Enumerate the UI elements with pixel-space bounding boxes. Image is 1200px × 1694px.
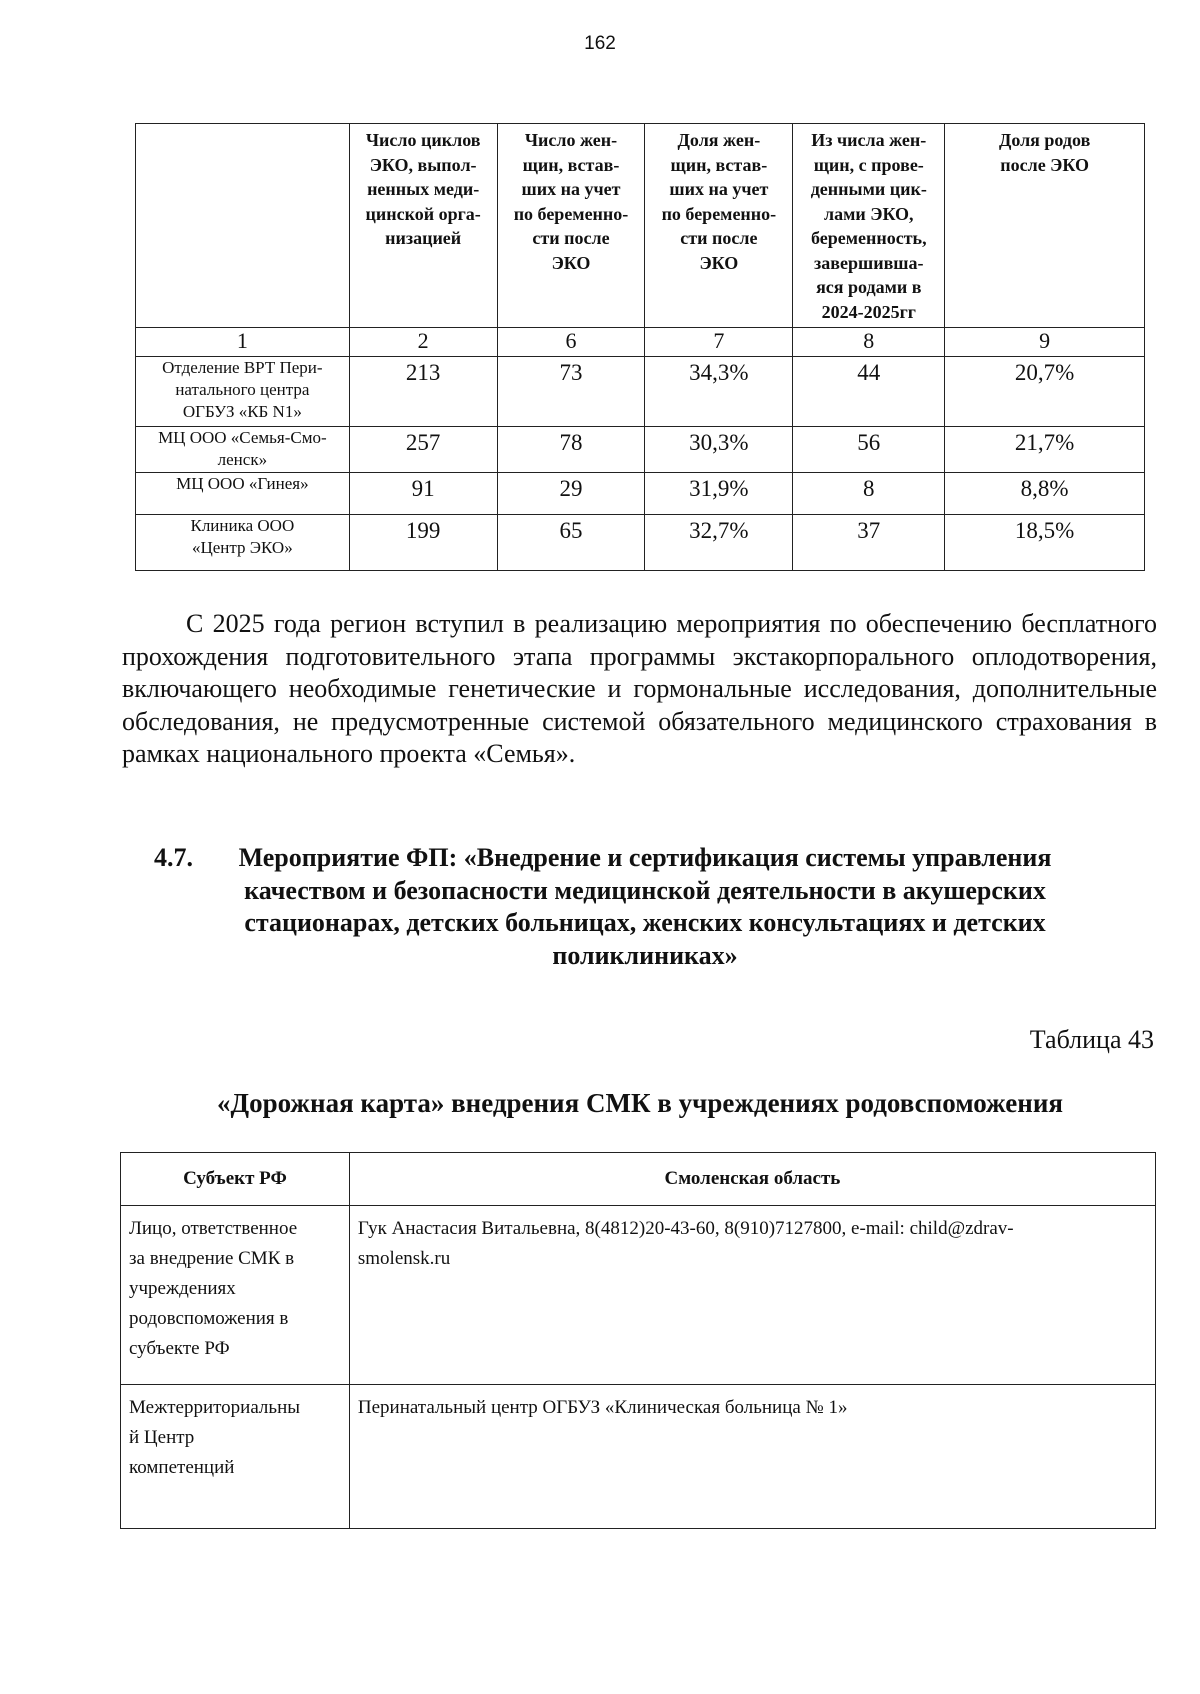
ivf-statistics-table: [135, 123, 1145, 571]
paragraph-line: исследования, дополнительные обследования, не предусмотренные системой: [122, 674, 1158, 736]
value-cell: 44: [793, 357, 945, 427]
value-cell: 8: [793, 473, 945, 515]
org-cell: Отделение ВРТ Пери- натального центра ОГБУЗ «КБ N1»: [136, 357, 350, 427]
table-row: [136, 427, 1145, 473]
section-heading: [150, 842, 1140, 972]
row-value: Гук Анастасия Витальевна, 8(4812)20-43-60, 8(910)7127800, e-mail: child@zdrav- smolensk.ru: [349, 1206, 1155, 1385]
table-header-row: [121, 1153, 1156, 1206]
row-value: Перинатальный центр ОГБУЗ «Клиническая больница № 1»: [349, 1385, 1155, 1529]
column-number: 2: [349, 328, 497, 357]
row-label: Межтерриториальны й Центр компетенций: [121, 1385, 350, 1529]
table-row: [121, 1385, 1156, 1529]
table-header-row: [136, 124, 1145, 328]
table-title: «Дорожная карта» внедрения СМК в учреждениях родовспоможения: [217, 1088, 1063, 1118]
header-subject: Субъект РФ: [121, 1153, 350, 1206]
roadmap-table: [120, 1152, 1156, 1529]
paragraph-line: С 2025 года регион вступил в реализацию мероприятия по обеспечению: [186, 609, 1013, 638]
table-row: [121, 1206, 1156, 1385]
table-row: [136, 473, 1145, 515]
value-cell: 30,3%: [645, 427, 793, 473]
value-cell: 29: [497, 473, 645, 515]
value-cell: 32,7%: [645, 515, 793, 571]
value-cell: 65: [497, 515, 645, 571]
value-cell: 8,8%: [945, 473, 1145, 515]
value-cell: 78: [497, 427, 645, 473]
header-region: Смоленская область: [349, 1153, 1155, 1206]
table-row: [136, 515, 1145, 571]
header-cell-ivf-cycles: Число циклов ЭКО, выпол- ненных меди- цинской орга- низацией: [349, 124, 497, 328]
header-cell-share-registered: Доля жен- щин, встав- ших на учет по беременно- сти после ЭКО: [645, 124, 793, 328]
paragraph-line: бесплатного прохождения подготовительного этапа программы экстакорпорального: [122, 609, 1158, 671]
paragraph-line: оплодотворения, включающего необходимые генетические и гормональные: [122, 641, 1158, 703]
value-cell: 257: [349, 427, 497, 473]
value-cell: 34,3%: [645, 357, 793, 427]
value-cell: 91: [349, 473, 497, 515]
value-cell: 20,7%: [945, 357, 1145, 427]
value-cell: 73: [497, 357, 645, 427]
column-number: 9: [945, 328, 1145, 357]
value-cell: 37: [793, 515, 945, 571]
column-number: 7: [645, 328, 793, 357]
value-cell: 199: [349, 515, 497, 571]
value-cell: 18,5%: [945, 515, 1145, 571]
page-number: 162: [584, 33, 616, 54]
org-cell: Клиника ООО «Центр ЭКО»: [136, 515, 350, 571]
section-title-line: поликлиниках»: [552, 940, 738, 970]
value-cell: 213: [349, 357, 497, 427]
header-cell-women-registered: Число жен- щин, встав- ших на учет по беременно- сти после ЭКО: [497, 124, 645, 328]
section-title-line: качеством и безопасности медицинской деятельности в акушерских: [244, 875, 1046, 905]
table-row: [136, 357, 1145, 427]
table-label: Таблица 43: [1029, 1025, 1154, 1054]
column-number-row: [136, 328, 1145, 357]
row-label: Лицо, ответственное за внедрение СМК в учреждениях родовспоможения в субъекте РФ: [121, 1206, 350, 1385]
value-cell: 56: [793, 427, 945, 473]
org-cell: МЦ ООО «Гинея»: [136, 473, 350, 515]
column-number: 8: [793, 328, 945, 357]
section-title-line: стационарах, детских больницах, женских консультациях и детских: [244, 908, 1046, 937]
value-cell: 21,7%: [945, 427, 1145, 473]
column-number: 6: [497, 328, 645, 357]
header-cell-share-births: Доля родов после ЭКО: [945, 124, 1145, 328]
org-cell: МЦ ООО «Семья-Смо- ленск»: [136, 427, 350, 473]
section-title-line: Мероприятие ФП: «Внедрение и сертификация системы управления: [238, 843, 1052, 872]
header-cell-empty: [136, 124, 350, 328]
body-paragraph: [122, 608, 1157, 771]
section-number: 4.7.: [154, 843, 193, 872]
value-cell: 31,9%: [645, 473, 793, 515]
column-number: 1: [136, 328, 350, 357]
header-cell-births: Из числа жен- щин, с прове- денными цик- лами ЭКО, беременность, завершивша- яся родами в 2024-2025гг: [793, 124, 945, 328]
paragraph-line: обязательного медицинского страхования в рамках национального проекта «Семья».: [122, 706, 1157, 768]
